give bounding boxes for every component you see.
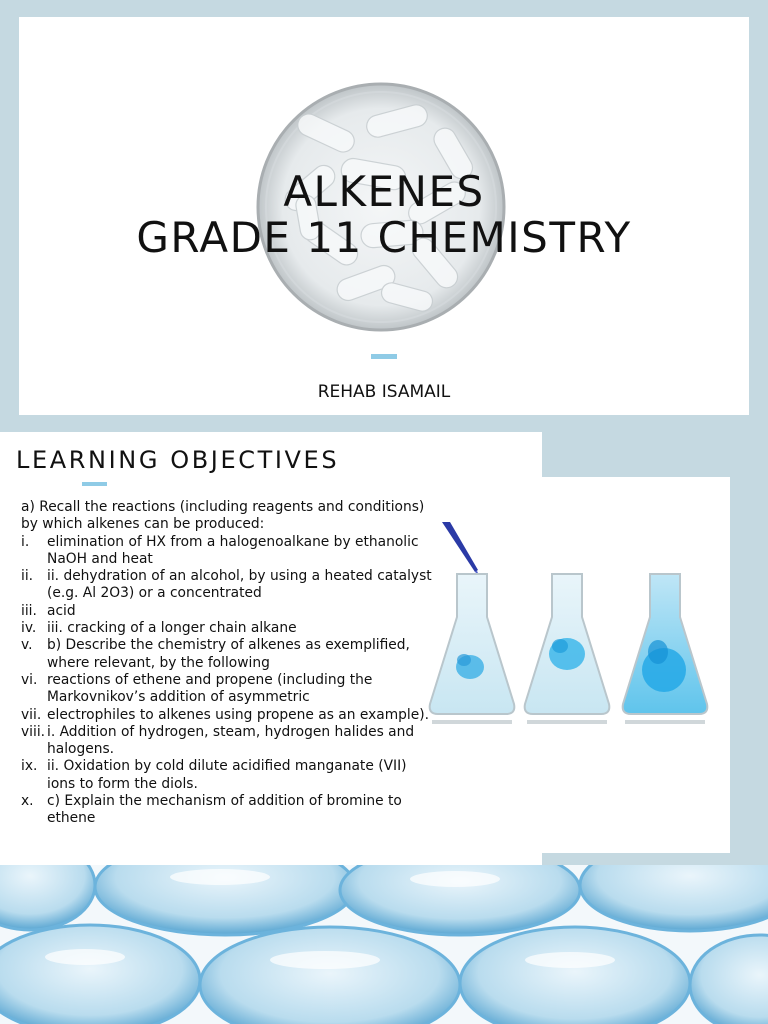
list-text: ii. dehydration of an alcohol, by using a heated catalyst (e.g. Al 2O3) or a concentrated	[47, 568, 432, 602]
objectives-body	[21, 499, 433, 828]
author-name: REHAB ISAMAIL	[317, 382, 451, 402]
objectives-list	[21, 534, 433, 828]
list-text: electrophiles to alkenes using propene as an example).	[47, 706, 430, 723]
list-number: v.	[21, 637, 33, 654]
list-number: iv.	[21, 620, 37, 637]
flask-3	[623, 574, 708, 722]
list-item	[21, 534, 433, 569]
slide-title	[19, 169, 749, 261]
title-slide	[19, 17, 749, 415]
flask-2	[525, 574, 610, 722]
list-item	[21, 603, 433, 620]
list-number: iii.	[21, 602, 37, 619]
list-item	[21, 568, 433, 603]
title-line-1: ALKENES	[283, 167, 485, 216]
flasks-image	[412, 522, 730, 740]
list-number: i.	[21, 533, 30, 550]
list-text: ii. Oxidation by cold dilute acidified manganate (VII) ions to form the diols.	[47, 758, 407, 792]
list-text: acid	[47, 602, 76, 619]
list-text: b) Describe the chemistry of alkenes as exemplified, where relevant, by the following	[47, 637, 410, 671]
list-text: iii. cracking of a longer chain alkane	[47, 620, 297, 637]
list-number: ix.	[21, 758, 38, 775]
list-item	[21, 620, 433, 637]
list-text: i. Addition of hydrogen, steam, hydrogen halides and halogens.	[47, 723, 415, 758]
list-number: vii.	[21, 706, 42, 723]
list-item	[21, 637, 433, 672]
list-item	[21, 758, 433, 793]
objectives-heading: LEARNING OBJECTIVES	[16, 446, 340, 474]
list-number: viii.	[21, 723, 46, 740]
list-item	[21, 672, 433, 707]
list-item	[21, 793, 433, 828]
objectives-slide	[0, 432, 768, 1024]
slide-panel-bottom	[0, 853, 542, 865]
list-item	[21, 707, 433, 724]
title-accent-bar	[371, 354, 397, 359]
flask-1	[430, 574, 515, 722]
list-text: elimination of HX from a halogenoalkane by ethanolic NaOH and heat	[47, 533, 419, 567]
list-text: reactions of ethene and propene (including the Markovnikov’s addition of asymmetric	[47, 671, 373, 706]
list-number: vi.	[21, 671, 38, 688]
list-text: c) Explain the mechanism of addition of bromine to ethene	[47, 793, 402, 827]
list-item	[21, 724, 433, 759]
list-number: ii.	[21, 568, 34, 585]
list-number: x.	[21, 793, 34, 810]
objectives-intro: a) Recall the reactions (including reagents and conditions) by which alkenes can be produced:	[21, 499, 425, 533]
water-droplets-image	[0, 865, 768, 1024]
heading-accent-bar	[82, 482, 107, 486]
title-line-2: GRADE 11 CHEMISTRY	[136, 213, 632, 262]
